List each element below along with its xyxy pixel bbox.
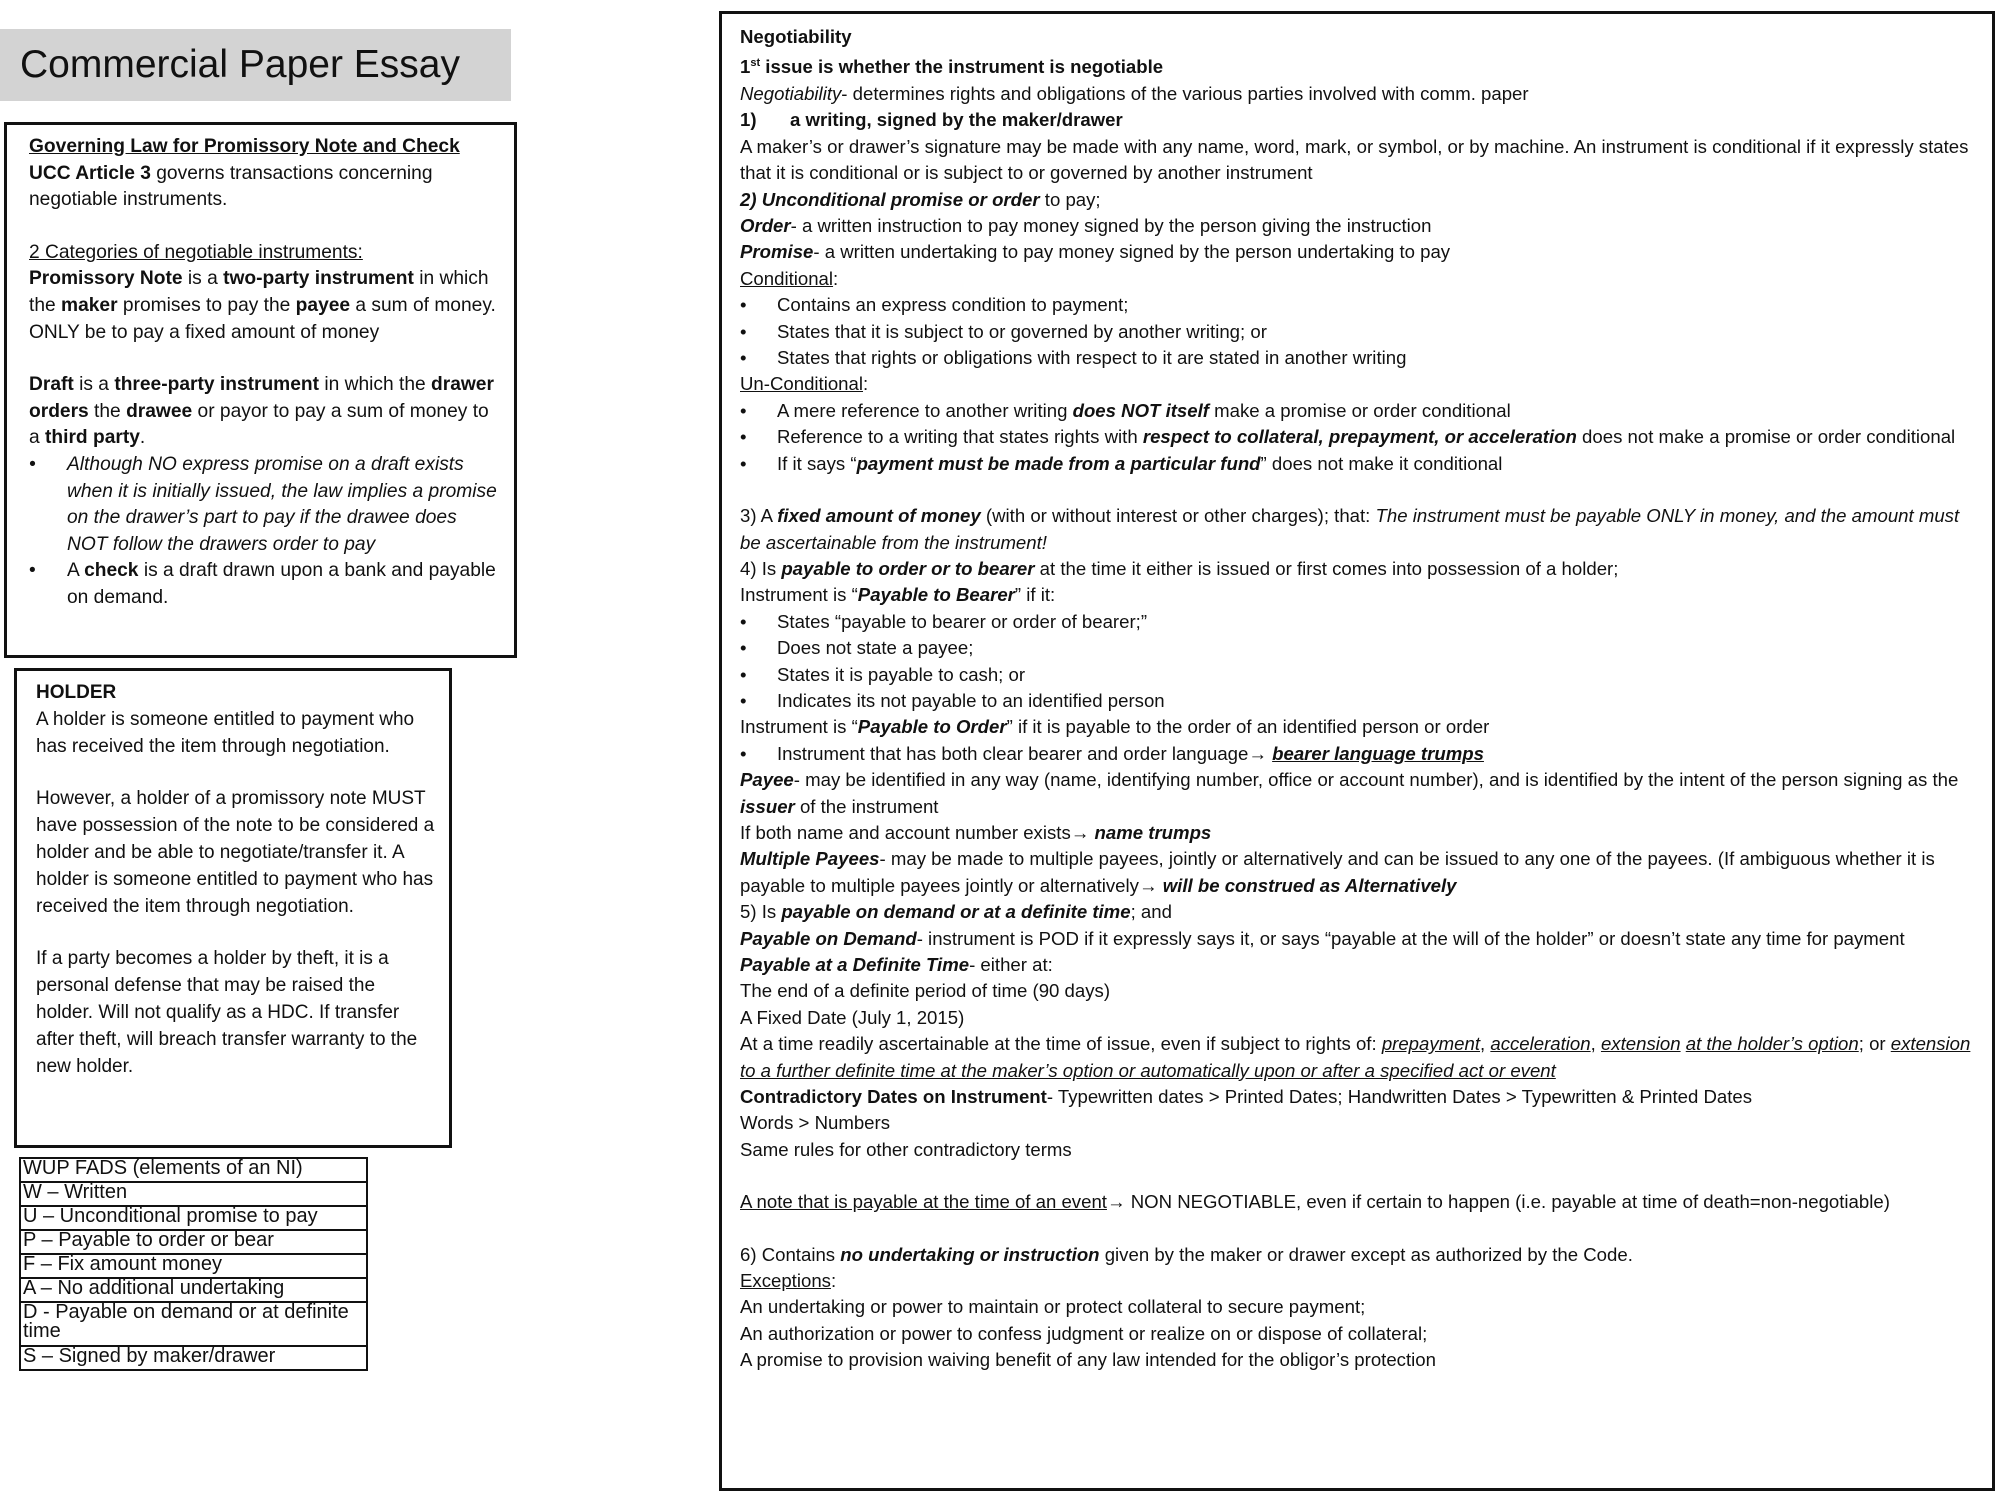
signature-text: A maker’s or drawer’s signature may be made with any name, word, mark, or symbol, or by machine. An instrument is conditional if it expressly states that it is conditional or is subject to or governed by another instrument bbox=[740, 135, 1969, 184]
exceptions-label: Exceptions: bbox=[740, 1270, 837, 1292]
words-numbers: Words > Numbers bbox=[740, 1112, 891, 1134]
implied-promise-bullet: • Although NO express promise on a draft exists when it is initially issued, the law implies a promise on the drawer’s part to pay if the drawee does NOT follow the drawers order to pay bbox=[29, 452, 500, 558]
bearer-intro: Instrument is “Payable to Bearer” if it: bbox=[740, 584, 1056, 606]
list-item: An undertaking or power to maintain or protect collateral to secure payment; bbox=[740, 1296, 1366, 1318]
unconditional-label: Un-Conditional: bbox=[740, 373, 869, 395]
page-title: Commercial Paper Essay bbox=[0, 29, 511, 101]
draft-def: Draft is a three-party instrument in which the drawer orders the drawee or payor to pay a sum of money to a third party. bbox=[29, 374, 494, 449]
list-item: An authorization or power to confess judgment or realize on or dispose of collateral; bbox=[740, 1322, 1428, 1344]
table-row: W – Written bbox=[19, 1183, 368, 1207]
promissory-note-def: Promissory Note is a two-party instrument in which the maker promises to pay the payee a sum of money. ONLY be to pay a fixed amount of money bbox=[29, 268, 496, 343]
event-note: A note that is payable at the time of an event→ NON NEGOTIABLE, even if certain to happen (i.e. payable at time of death=non-negotiable) bbox=[740, 1191, 1890, 1213]
negotiability-heading: Negotiability bbox=[740, 26, 852, 47]
definite-3: At a time readily ascertainable at the time of issue, even if subject to rights of: prepayment, acceleration, extension at the holder’s option; or extension to a further definite time at the maker’s option or automatically upon or after a specified act or event bbox=[740, 1033, 1971, 1081]
list-item: • If it says “payment must be made from a particular fund” does not make it conditional bbox=[740, 451, 1980, 477]
definite-time-def: Payable at a Definite Time- either at: bbox=[740, 954, 1053, 975]
definite-1: The end of a definite period of time (90 days) bbox=[740, 980, 1111, 1002]
name-trumps: If both name and account number exists→ name trumps bbox=[740, 821, 1212, 843]
table-row: F – Fix amount money bbox=[19, 1255, 368, 1279]
arrow-icon: → bbox=[1106, 1191, 1131, 1213]
arrow-icon: → bbox=[1248, 742, 1273, 764]
categories-heading: 2 Categories of negotiable instruments: bbox=[29, 241, 363, 263]
holder-heading: HOLDER bbox=[36, 682, 117, 703]
governing-law-box bbox=[4, 122, 517, 658]
table-row: S – Signed by maker/drawer bbox=[19, 1347, 368, 1371]
section-4: 4) Is payable to order or to bearer at the time it either is issued or first comes into possession of a holder; bbox=[740, 557, 1619, 579]
table-row: WUP FADS (elements of an NI) bbox=[19, 1159, 368, 1183]
arrow-icon: → bbox=[1070, 821, 1095, 843]
holder-para-1: A holder is someone entitled to payment who has received the item through negotiation. bbox=[36, 708, 415, 757]
multiple-payees: Multiple Payees- may be made to multiple payees, jointly or alternatively and can be issued to any one of the payees. (If ambiguous whether it is payable to multiple payees jointly or alternatively→ will be construed as Alternatively bbox=[740, 848, 1935, 896]
check-bullet: • A check is a draft drawn upon a bank and payable on demand. bbox=[29, 558, 500, 611]
arrow-icon: → bbox=[1138, 874, 1163, 896]
table-row: P – Payable to order or bear bbox=[19, 1231, 368, 1255]
list-item: • States that it is subject to or governed by another writing; or bbox=[740, 319, 1980, 345]
order-intro: Instrument is “Payable to Order” if it is payable to the order of an identified person or order bbox=[740, 716, 1490, 738]
list-item: • A mere reference to another writing does NOT itself make a promise or order conditional bbox=[740, 398, 1980, 424]
elements-table bbox=[19, 1157, 368, 1390]
list-item: A promise to provision waiving benefit of any law intended for the obligor’s protection bbox=[740, 1349, 1436, 1371]
governing-law-heading: Governing Law for Promissory Note and Check bbox=[29, 136, 460, 157]
pod-def: Payable on Demand- instrument is POD if it expressly says it, or says “payable at the will of the holder” or doesn’t state any time for payment bbox=[740, 927, 1905, 949]
table-row: A – No additional undertaking bbox=[19, 1279, 368, 1303]
ucc-article-text: UCC Article 3 governs transactions concerning negotiable instruments. bbox=[29, 162, 433, 211]
list-item: • States it is payable to cash; or bbox=[740, 662, 1980, 688]
list-item: • Indicates its not payable to an identified person bbox=[740, 688, 1980, 714]
holder-para-2: However, a holder of a promissory note MUST have possession of the note to be considered a holder and be able to negotiate/transfer it. A holder is someone entitled to payment who has received the item through negotiation. bbox=[36, 788, 435, 917]
holder-para-3: If a party becomes a holder by theft, it is a personal defense that may be raised the holder. Will not qualify as a HDC. If transfer after theft, will breach transfer warranty to the new holder. bbox=[36, 948, 418, 1077]
list-item: • States “payable to bearer or order of bearer;” bbox=[740, 609, 1980, 635]
section-3: 3) A fixed amount of money (with or without interest or other charges); that: The instrument must be payable ONLY in money, and the amount must be ascertainable from the instrument! bbox=[740, 505, 1960, 553]
section-6: 6) Contains no undertaking or instruction given by the maker or drawer except as authorized by the Code. bbox=[740, 1243, 1633, 1265]
list-item: • States that rights or obligations with respect to it are stated in another writing bbox=[740, 345, 1980, 371]
payee-def: Payee- may be identified in any way (name, identifying number, office or account number), and is identified by the intent of the person signing as the issuer of the instrument bbox=[740, 769, 1959, 817]
list-item: • Instrument that has both clear bearer and order language→ bearer language trumps bbox=[740, 741, 1980, 767]
list-item: • Contains an express condition to payment; bbox=[740, 292, 1980, 318]
section-2-heading: 2) Unconditional promise or order to pay; bbox=[740, 188, 1101, 210]
first-issue: 1st issue is whether the instrument is negotiable bbox=[740, 56, 1164, 78]
table-row: U – Unconditional promise to pay bbox=[19, 1207, 368, 1231]
section-5: 5) Is payable on demand or at a definite time; and bbox=[740, 901, 1172, 923]
negotiability-def: Negotiability- determines rights and obligations of the various parties involved with comm. paper bbox=[740, 83, 1529, 104]
same-rules: Same rules for other contradictory terms bbox=[740, 1138, 1072, 1160]
promise-def: Promise- a written undertaking to pay money signed by the person undertaking to pay bbox=[740, 241, 1451, 263]
contradictory-dates: Contradictory Dates on Instrument- Typewritten dates > Printed Dates; Handwritten Dates > Typewritten & Printed Dates bbox=[740, 1086, 1753, 1108]
conditional-label: Conditional: bbox=[740, 267, 839, 289]
list-item: • Does not state a payee; bbox=[740, 635, 1980, 661]
holder-box bbox=[14, 668, 452, 1148]
table-row: D - Payable on demand or at definite time bbox=[19, 1303, 368, 1347]
section-1-heading: 1) a writing, signed by the maker/drawer bbox=[740, 109, 1123, 131]
order-def: Order- a written instruction to pay money signed by the person giving the instruction bbox=[740, 215, 1432, 237]
negotiability-box bbox=[719, 11, 1995, 1491]
definite-2: A Fixed Date (July 1, 2015) bbox=[740, 1006, 965, 1028]
list-item: • Reference to a writing that states rights with respect to collateral, prepayment, or acceleration does not make a promise or order conditional bbox=[740, 424, 1980, 450]
